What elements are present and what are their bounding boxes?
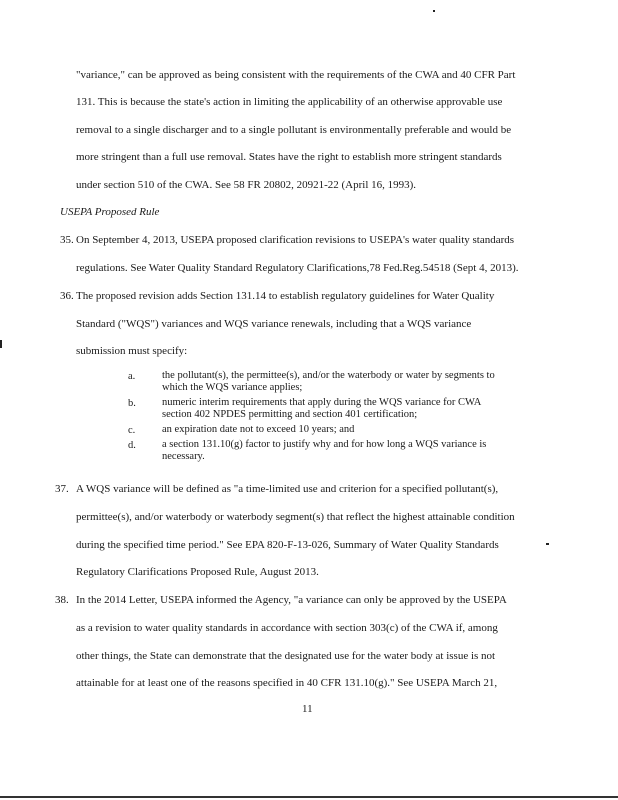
p36-item-a-line-1: the pollutant(s), the permittee(s), and/or the waterbody or water by segments to: [162, 370, 495, 381]
p36-item-a-letter: a.: [128, 371, 136, 382]
cont-line-1: "variance," can be approved as being consistent with the requirements of the CWA and 40 CFR Part: [76, 69, 516, 81]
p38-line-4: attainable for at least one of the reasons specified in 40 CFR 131.10(g)." See USEPA March 21,: [76, 677, 498, 689]
p37-line-4: Regulatory Clarifications Proposed Rule, August 2013.: [76, 566, 319, 578]
p35-number: 35.: [60, 234, 74, 246]
cont-line-4: more stringent than a full use removal. States have the right to establish more stringent standards: [76, 151, 502, 163]
scan-bottom-edge: [0, 796, 618, 798]
p36-item-b-letter: b.: [128, 398, 136, 409]
p36-item-d-line-1: a section 131.10(g) factor to justify why and for how long a WQS variance is: [162, 439, 487, 450]
scan-speck: [546, 543, 549, 545]
page-number: 11: [302, 703, 313, 715]
p37-line-1: A WQS variance will be defined as "a time-limited use and criterion for a specified pollutant(s),: [76, 483, 499, 495]
p38-line-2: as a revision to water quality standards in accordance with section 303(c) of the CWA if, among: [76, 622, 498, 634]
p37-line-3: during the specified time period." See EPA 820-F-13-026, Summary of Water Quality Standards: [76, 539, 499, 551]
p38-number: 38.: [55, 594, 69, 606]
p36-item-a-line-2: which the WQS variance applies;: [162, 382, 303, 393]
p36-line-1: The proposed revision adds Section 131.14 to establish regulatory guidelines for Water Quality: [76, 290, 495, 302]
p36-item-b-line-2: section 402 NPDES permitting and section 401 certification;: [162, 409, 418, 420]
section-heading: USEPA Proposed Rule: [60, 206, 160, 218]
p38-line-1: In the 2014 Letter, USEPA informed the Agency, "a variance can only be approved by the USEPA: [76, 594, 507, 606]
p36-item-c-line-1: an expiration date not to exceed 10 years; and: [162, 424, 355, 435]
p37-number: 37.: [55, 483, 69, 495]
p36-item-d-letter: d.: [128, 440, 136, 451]
p36-item-b-line-1: numeric interim requirements that apply during the WQS variance for CWA: [162, 397, 482, 408]
scan-speck: [433, 10, 435, 12]
p36-item-d-line-2: necessary.: [162, 451, 205, 462]
scan-edge-mark: [0, 340, 2, 348]
p36-item-c-letter: c.: [128, 425, 136, 436]
p38-line-3: other things, the State can demonstrate that the designated use for the water body at issue is not: [76, 650, 496, 662]
cont-line-3: removal to a single discharger and to a single pollutant is environmentally preferable and would be: [76, 124, 512, 136]
p36-line-3: submission must specify:: [76, 345, 188, 357]
p36-number: 36.: [60, 290, 74, 302]
p35-line-2: regulations. See Water Quality Standard Regulatory Clarifications,78 Fed.Reg.54518 (Sept 4, 2013).: [76, 262, 519, 274]
cont-line-2: 131. This is because the state's action in limiting the applicability of an otherwise approvable use: [76, 96, 503, 108]
cont-line-5: under section 510 of the CWA. See 58 FR 20802, 20921-22 (April 16, 1993).: [76, 179, 417, 191]
p37-line-2: permittee(s), and/or waterbody or waterbody segment(s) that reflect the highest attainable condition: [76, 511, 515, 523]
p36-line-2: Standard ("WQS") variances and WQS variance renewals, including that a WQS variance: [76, 318, 472, 330]
p35-line-1: On September 4, 2013, USEPA proposed clarification revisions to USEPA's water quality standards: [76, 234, 515, 246]
